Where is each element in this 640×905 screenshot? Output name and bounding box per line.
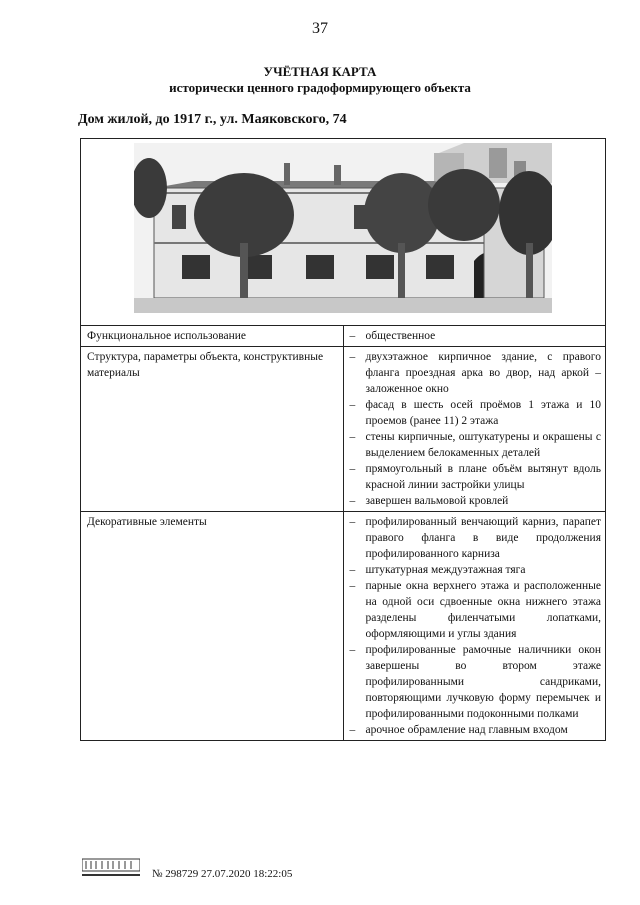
list-item: – парные окна верхнего этажа и расположенные на одной оси сдвоенные окна нижнего этажа разделены филенчатыми лопатками, оформляющими и углы здания xyxy=(350,578,602,642)
list-item: – двухэтажное кирпичное здание, с правого фланга проездная арка во двор, над аркой – заложенное окно xyxy=(350,349,602,397)
record-card-table xyxy=(80,138,606,741)
row-function xyxy=(81,326,606,347)
row-decorative xyxy=(81,512,606,741)
list-item: – стены кирпичные, оштукатурены и окрашены с выделением белокаменных деталей xyxy=(350,429,602,461)
list-item: – фасад в шесть осей проёмов 1 этажа и 10 проемов (ранее 11) 2 этажа xyxy=(350,397,602,429)
row-structure xyxy=(81,347,606,512)
row-value xyxy=(343,326,606,347)
list-item: – профилированные рамочные наличники окон завершены во втором этаже профилированными сандриками, повторяющими лучковую форму перемычек и профилированными подоконными полками xyxy=(350,642,602,722)
list-item: – прямоугольный в плане объём вытянут вдоль красной линии застройки улицы xyxy=(350,461,602,493)
card-title xyxy=(0,64,640,96)
function-value: – общественное xyxy=(350,328,602,344)
photo-row xyxy=(81,139,606,326)
list-item: – завершен вальмовой кровлей xyxy=(350,493,602,509)
photo-cell xyxy=(81,139,606,326)
row-label: Декоративные элементы xyxy=(81,512,344,741)
card-title-line2: исторически ценного градоформирующего объекта xyxy=(169,80,471,95)
card-title-line1: УЧЁТНАЯ КАРТА xyxy=(263,64,377,79)
list-item: – арочное обрамление над главным входом xyxy=(350,722,602,738)
decorative-list xyxy=(350,514,602,738)
building-photo xyxy=(134,143,552,313)
document-id: № 298729 27.07.2020 18:22:05 xyxy=(152,868,293,880)
row-label: Функциональное использование xyxy=(81,326,344,347)
structure-list xyxy=(350,349,602,509)
object-title: Дом жилой, до 1917 г., ул. Маяковского, 74 xyxy=(78,112,347,127)
list-item: – профилированный венчающий карниз, парапет правого фланга в виде продолжения профилированного карниза xyxy=(350,514,602,562)
barcode-stamp-icon xyxy=(82,855,140,877)
row-value xyxy=(343,347,606,512)
row-value xyxy=(343,512,606,741)
page-number: 37 xyxy=(312,20,328,37)
list-item: – штукатурная междуэтажная тяга xyxy=(350,562,602,578)
row-label: Структура, параметры объекта, конструктивные материалы xyxy=(81,347,344,512)
